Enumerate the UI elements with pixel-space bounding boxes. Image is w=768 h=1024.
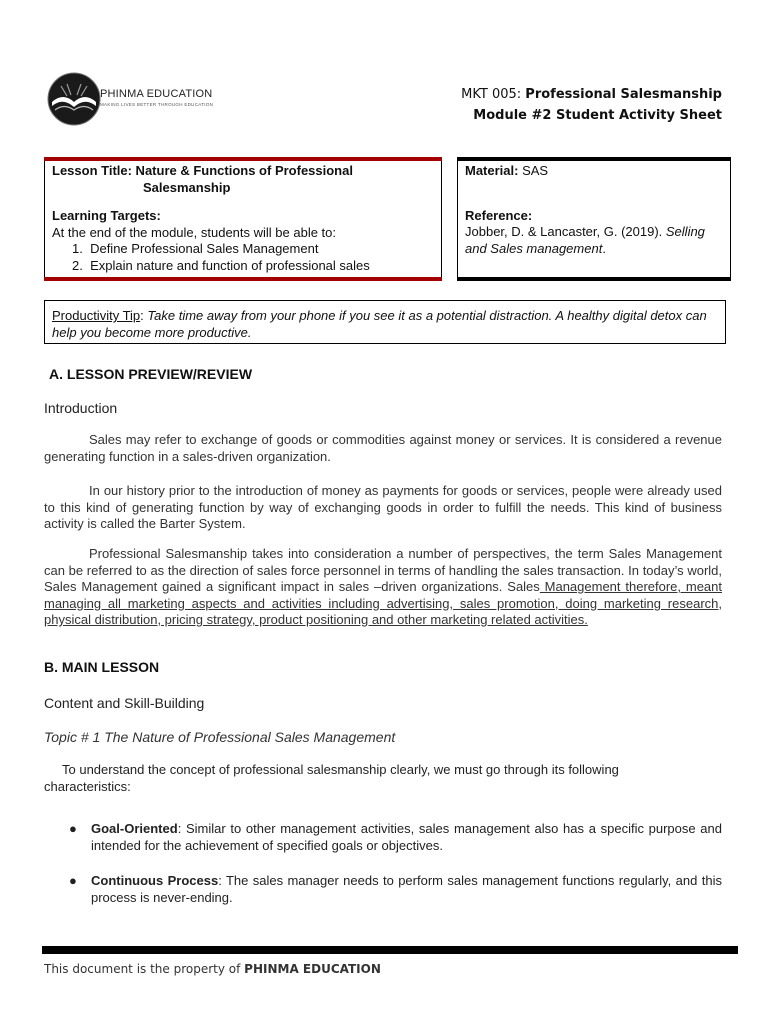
section-a-heading: A. LESSON PREVIEW/REVIEW (49, 366, 253, 382)
material-label: Material: (465, 163, 519, 178)
section-a-subheading: Introduction (44, 400, 118, 416)
lesson-title-label: Lesson Title: Nature & Functions of Professional (52, 163, 353, 178)
learning-targets-label: Learning Targets: (52, 208, 161, 223)
footer-text: This document is the property of PHINMA EDUCATION (44, 962, 381, 976)
box-bottom-border (44, 277, 442, 281)
course-header (461, 84, 722, 126)
productivity-tip-box: Productivity Tip: Take time away from your phone if you see it as a potential distraction. A healthy digital detox can help you become more productive. (44, 300, 726, 344)
topic-heading: Topic # 1 The Nature of Professional Sales Management (44, 729, 396, 745)
learning-targets-intro: At the end of the module, students will be able to: (52, 224, 337, 240)
tip-text: Take time away from your phone if you see it as a potential distraction. A healthy digital detox can help you become more productive. (52, 308, 707, 340)
course-title: Professional Salesmanship (525, 87, 722, 102)
course-code: MKT 005: (461, 87, 522, 102)
intro-paragraph-2: In our history prior to the introduction of money as payments for goods or services, people were already used to this kind of generating function by way of exchanging goods in order to fulfill the needs. This kind of business activity is called the Barter System. (44, 483, 722, 531)
footer-brand: PHINMA EDUCATION (244, 962, 381, 976)
intro-paragraph-1: Sales may refer to exchange of goods or commodities against money or services. It is considered a revenue generating function in a sales-driven organization. (44, 432, 722, 464)
bullet-icon: ● (69, 821, 77, 836)
bullet-icon: ● (69, 873, 77, 888)
tip-label: Productivity Tip (52, 308, 141, 323)
box-bottom-border (457, 277, 731, 281)
box-top-border (44, 157, 442, 161)
list-item: ● Continuous Process: The sales manager needs to perform sales management functions regularly, and this process is never-ending. (69, 873, 722, 905)
logo-tagline: MAKING LIVES BETTER THROUGH EDUCATION (100, 102, 214, 107)
material-value: SAS (518, 163, 549, 178)
learning-target-item: 1. Define Professional Sales Management (72, 241, 319, 256)
module-title: Module #2 Student Activity Sheet (473, 108, 722, 123)
lesson-title-line2: Salesmanship (143, 179, 231, 195)
logo-name: PHINMA EDUCATION (100, 88, 213, 100)
footer-divider (42, 946, 738, 954)
lesson-info-box (44, 157, 442, 281)
section-b-heading: B. MAIN LESSON (44, 659, 160, 675)
box-top-border (457, 157, 731, 161)
material-reference-box (457, 157, 731, 281)
list-item: ● Goal-Oriented: Similar to other management activities, sales management also has a specific purpose and intended for the achievement of specified goals or objectives. (69, 821, 722, 853)
intro-paragraph-3: Professional Salesmanship takes into consideration a number of perspectives, the term Sales Management can be referred to as the direction of sales force personnel in terms of handling the sales transaction. In today’s world, Sales Management gained a significant impact in sales –driven organizations. Sales Management therefore, meant managing all marketing aspects and activities including advertising, sales promotion, doing marketing research, physical distribution, pricing strategy, product positioning and other marketing related activities. (44, 546, 722, 627)
learning-target-item: 2. Explain nature and function of professional sales (72, 257, 370, 273)
reference-label: Reference: (465, 207, 533, 223)
underlined-text: Management therefore, meant managing all marketing aspects and activities including advertising, sales promotion, doing marketing research, physical distribution, pricing strategy, product positioning and other marketing related activities. (44, 579, 722, 627)
topic-intro: To understand the concept of professional salesmanship clearly, we must go through its following characteristics: (44, 762, 619, 794)
section-b-subheading: Content and Skill-Building (44, 695, 205, 711)
reference-text: Jobber, D. & Lancaster, G. (2019). Selling and Sales management. (465, 224, 705, 256)
